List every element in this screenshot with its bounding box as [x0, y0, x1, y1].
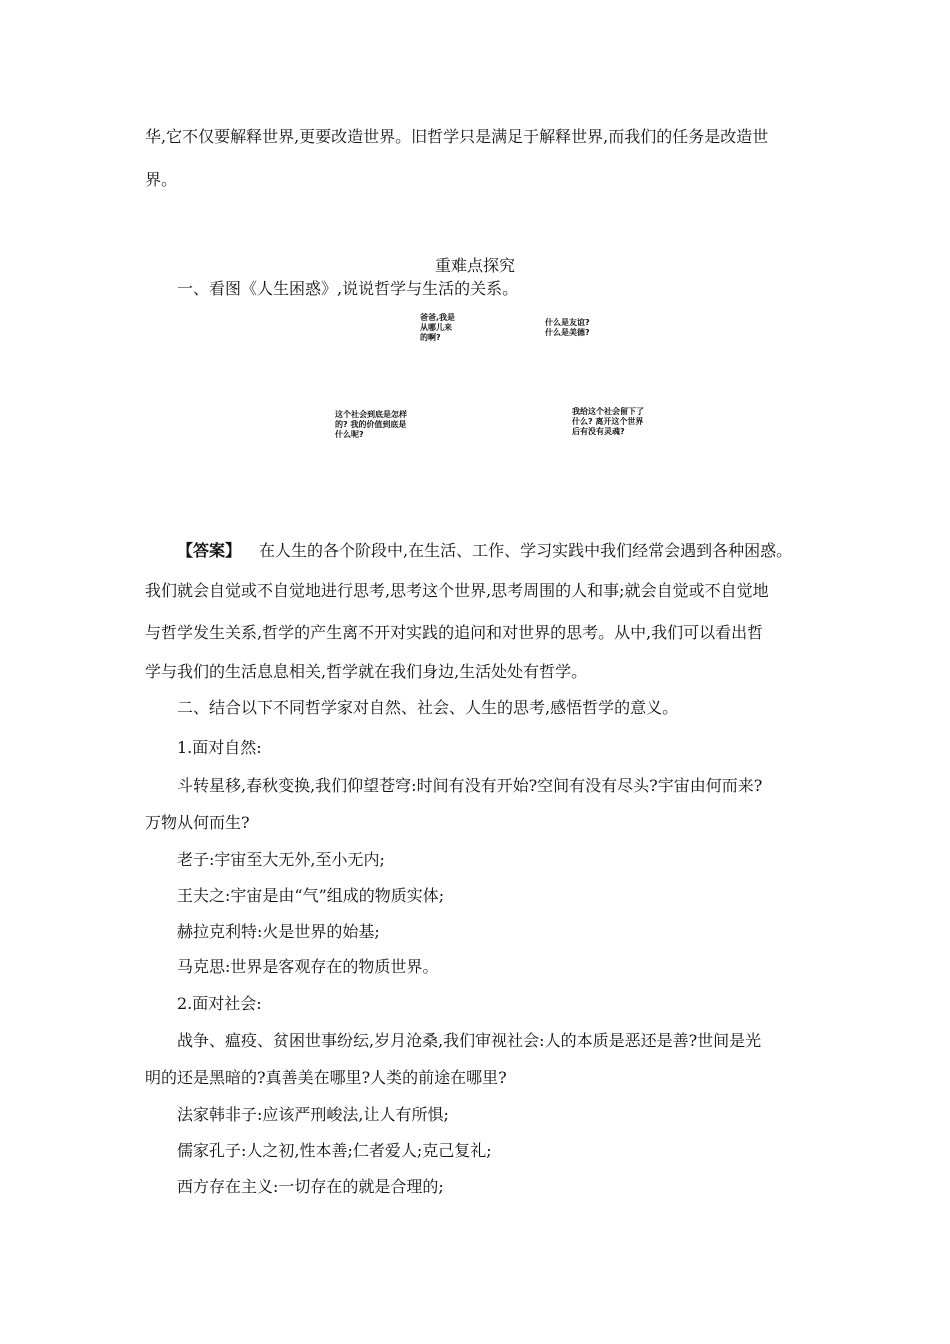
answer-label: 【答案】 [177, 541, 242, 560]
answer-line-1 [177, 541, 792, 561]
life-confusion-figure [320, 305, 680, 465]
section-1-text-2: 万物从何而生? [145, 813, 250, 832]
answer-line-4: 学与我们的生活息息相关,哲学就在我们身边,生活处处有哲学。 [145, 662, 588, 681]
section-1-text-1: 斗转星移,春秋变换,我们仰望苍穹:时间有没有开始?空间有没有尽头?宇宙由何而来? [177, 776, 763, 795]
question-2: 二、结合以下不同哲学家对自然、社会、人生的思考,感悟哲学的意义。 [177, 698, 679, 717]
section-2-text-2: 明的还是黑暗的?真善美在哪里?人类的前途在哪里? [145, 1068, 507, 1087]
question-1: 一、看图《人生困惑》,说说哲学与生活的关系。 [177, 279, 519, 298]
quote-hanfeizi: 法家韩非子:应该严刑峻法,让人有所惧; [177, 1105, 449, 1124]
speech-bubble-adult: 这个社会到底是怎样 的? 我的价值到底是 什么呢? [335, 410, 407, 439]
answer-line-2: 我们就会自觉或不自觉地进行思考,思考这个世界,思考周围的人和事;就会自觉或不自觉地 [145, 581, 769, 600]
quote-wangfuzhi: 王夫之:宇宙是由“气”组成的物质实体; [177, 886, 445, 905]
speech-bubble-elder: 我给这个社会留下了 什么? 离开这个世界 后有没有灵魂? [572, 407, 644, 436]
section-2-text-1: 战争、瘟疫、贫困世事纷纭,岁月沧桑,我们审视社会:人的本质是恶还是善?世间是光 [177, 1031, 762, 1050]
quote-confucius: 儒家孔子:人之初,性本善;仁者爱人;克己复礼; [177, 1141, 492, 1160]
quote-existentialism: 西方存在主义:一切存在的就是合理的; [177, 1177, 444, 1196]
section-1-title: 1.面对自然: [177, 738, 262, 757]
quote-marx: 马克思:世界是客观存在的物质世界。 [177, 957, 439, 976]
intro-line-1: 华,它不仅要解释世界,更要改造世界。旧哲学只是满足于解释世界,而我们的任务是改造世 [145, 127, 769, 146]
section-2-title: 2.面对社会: [177, 994, 262, 1013]
quote-heraclitus: 赫拉克利特:火是世界的始基; [177, 922, 380, 941]
section-heading: 重难点探究 [434, 256, 515, 275]
speech-bubble-youth: 什么是友谊? 什么是美德? [545, 318, 590, 337]
speech-bubble-child: 爸爸,我是 从哪儿来 的啊? [420, 313, 456, 342]
answer-text-1: 在人生的各个阶段中,在生活、工作、学习实践中我们经常会遇到各种困惑。 [259, 541, 793, 560]
quote-laozi: 老子:宇宙至大无外,至小无内; [177, 850, 385, 869]
answer-line-3: 与哲学发生关系,哲学的产生离不开对实践的追问和对世界的思考。从中,我们可以看出哲 [145, 623, 764, 642]
intro-line-2: 界。 [145, 170, 178, 189]
